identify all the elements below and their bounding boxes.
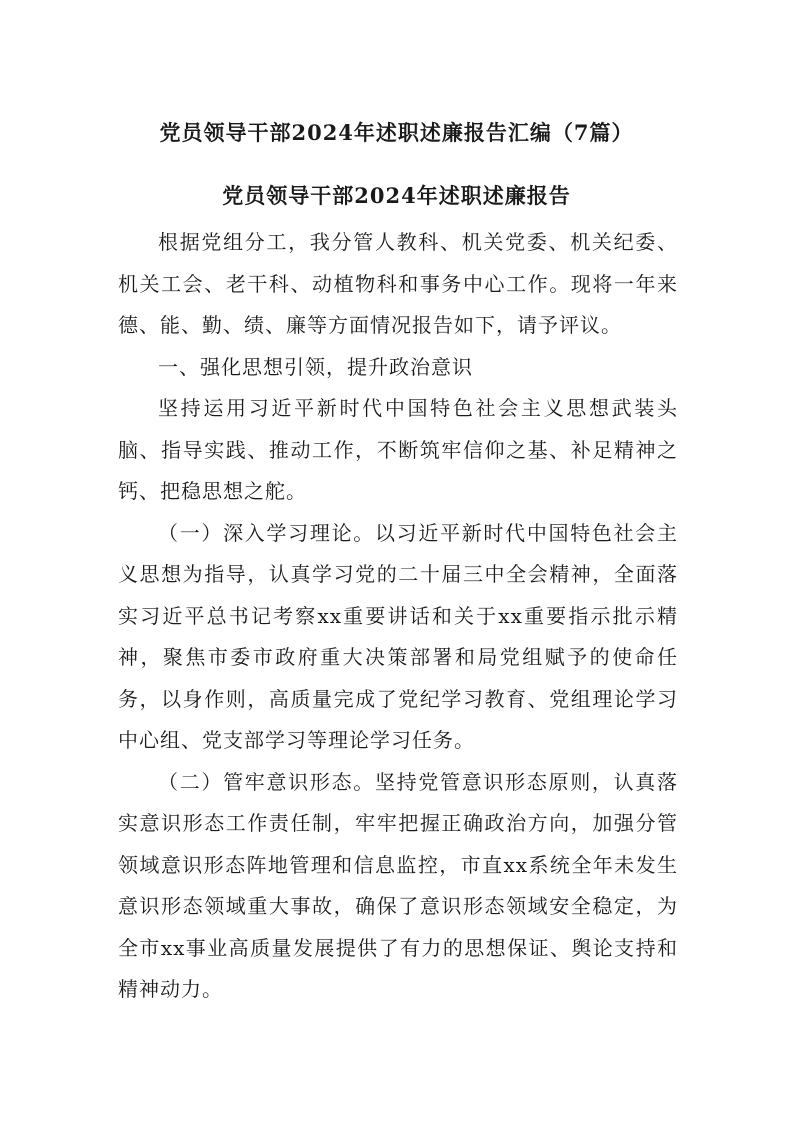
subsection-ideology: （二）管牢意识形态。坚持党管意识形态原则，认真落实意识形态工作责任制，牢牢把握正确政治方向，加强分管领域意识形态阵地管理和信息监控，市直xx系统全年未发生意识形态领域重大事故，确保了意识形态领域安全稳定，为全市xx事业高质量发展提供了有力的思想保证、舆论支持和精神动力。 bbox=[118, 769, 678, 1001]
report-body bbox=[118, 222, 678, 1011]
section-intro-paragraph: 坚持运用习近平新时代中国特色社会主义思想武装头脑、指导实践、推动工作，不断筑牢信仰之基、补足精神之钙、把稳思想之舵。 bbox=[118, 396, 678, 503]
section-heading-1: 一、强化思想引领，提升政治意识 bbox=[158, 354, 473, 379]
intro-paragraph: 根据党组分工，我分管人教科、机关党委、机关纪委、机关工会、老干科、动植物科和事务中心工作。现将一年来德、能、勤、绩、廉等方面情况报告如下，请予评议。 bbox=[118, 230, 678, 337]
subsection-theory-study: （一）深入学习理论。以习近平新时代中国特色社会主义思想为指导，认真学习党的二十届三中全会精神，全面落实习近平总书记考察xx重要讲话和关于xx重要指示批示精神，聚焦市委市政府重大决策部署和局党组赋予的使命任务，以身作则，高质量完成了党纪学习教育、党组理论学习中心组、党支部学习等理论学习任务。 bbox=[118, 520, 678, 752]
document-title: 党员领导干部2024年述职述廉报告汇编（7篇） bbox=[159, 120, 634, 145]
report-subtitle: 党员领导干部2024年述职述廉报告 bbox=[222, 183, 571, 208]
